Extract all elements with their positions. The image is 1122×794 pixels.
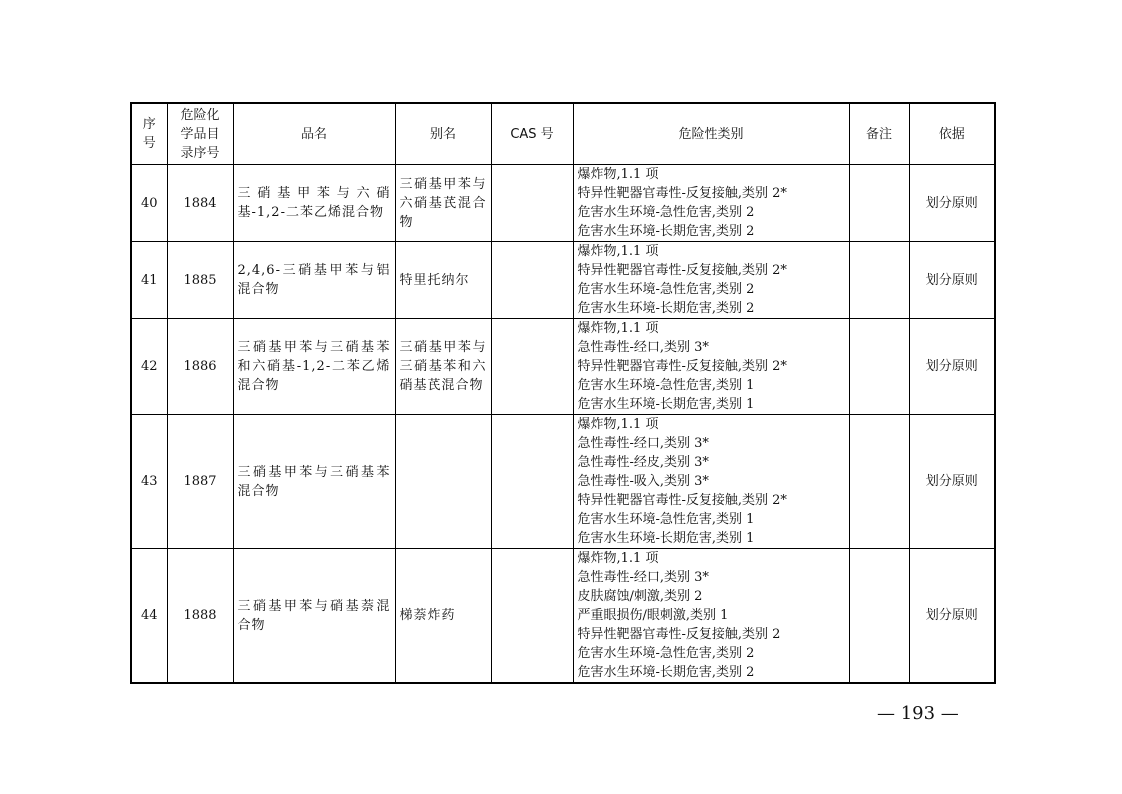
cell-remark bbox=[849, 415, 909, 549]
hazard-item: 爆炸物,1.1 项 bbox=[577, 244, 659, 259]
cell-remark bbox=[849, 319, 909, 415]
cell-hazards bbox=[573, 165, 849, 242]
table-row bbox=[131, 415, 995, 549]
cell-hazards bbox=[573, 415, 849, 549]
hazard-item: 危害水生环境-长期危害,类别 2 bbox=[577, 665, 755, 680]
cell-hazards bbox=[573, 319, 849, 415]
hazard-item: 爆炸物,1.1 项 bbox=[577, 167, 659, 182]
table-body bbox=[131, 165, 995, 684]
cell-hazards bbox=[573, 549, 849, 684]
cell-basis: 划分原则 bbox=[909, 319, 995, 415]
cell-catalog: 1887 bbox=[167, 415, 233, 549]
cell-alias: 三硝基甲苯与三硝基苯和六硝基芪混合物 bbox=[395, 319, 491, 415]
cell-seq: 42 bbox=[131, 319, 167, 415]
cell-alias: 三硝基甲苯与六硝基芪混合物 bbox=[395, 165, 491, 242]
hazard-item: 危害水生环境-急性危害,类别 2 bbox=[577, 205, 755, 220]
header-remark: 备注 bbox=[849, 103, 909, 165]
cell-catalog: 1885 bbox=[167, 242, 233, 319]
header-catalog: 危险化学品目录序号 bbox=[167, 103, 233, 165]
cell-hazards bbox=[573, 242, 849, 319]
cell-alias bbox=[395, 415, 491, 549]
hazard-item: 严重眼损伤/眼刺激,类别 1 bbox=[577, 608, 729, 623]
hazard-item: 危害水生环境-急性危害,类别 1 bbox=[577, 378, 755, 393]
hazard-item: 皮肤腐蚀/刺激,类别 2 bbox=[577, 589, 703, 604]
hazard-item: 危害水生环境-长期危害,类别 2 bbox=[577, 301, 755, 316]
cell-catalog: 1884 bbox=[167, 165, 233, 242]
cell-name: 三硝基甲苯与六硝基-1,2-二苯乙烯混合物 bbox=[233, 165, 395, 242]
cell-name: 2,4,6-三硝基甲苯与铝混合物 bbox=[233, 242, 395, 319]
hazard-item: 急性毒性-经口,类别 3* bbox=[577, 436, 709, 451]
hazard-item: 急性毒性-经皮,类别 3* bbox=[577, 455, 709, 470]
cell-name: 三硝基甲苯与硝基萘混合物 bbox=[233, 549, 395, 684]
cell-basis: 划分原则 bbox=[909, 549, 995, 684]
cell-seq: 40 bbox=[131, 165, 167, 242]
header-alias: 别名 bbox=[395, 103, 491, 165]
header-hazard: 危险性类别 bbox=[573, 103, 849, 165]
header-name: 品名 bbox=[233, 103, 395, 165]
cell-alias: 特里托纳尔 bbox=[395, 242, 491, 319]
hazard-item: 特异性靶器官毒性-反复接触,类别 2* bbox=[577, 186, 787, 201]
cell-name: 三硝基甲苯与三硝基苯混合物 bbox=[233, 415, 395, 549]
hazard-item: 危害水生环境-长期危害,类别 2 bbox=[577, 224, 755, 239]
cell-seq: 44 bbox=[131, 549, 167, 684]
hazardous-chemicals-table bbox=[130, 102, 996, 684]
hazard-item: 特异性靶器官毒性-反复接触,类别 2* bbox=[577, 263, 787, 278]
header-basis: 依据 bbox=[909, 103, 995, 165]
cell-remark bbox=[849, 165, 909, 242]
hazard-item: 爆炸物,1.1 项 bbox=[577, 417, 659, 432]
cell-catalog: 1886 bbox=[167, 319, 233, 415]
table-row bbox=[131, 319, 995, 415]
hazard-item: 急性毒性-经口,类别 3* bbox=[577, 570, 709, 585]
header-seq: 序号 bbox=[131, 103, 167, 165]
cell-basis: 划分原则 bbox=[909, 242, 995, 319]
table-header-row bbox=[131, 103, 995, 165]
cell-basis: 划分原则 bbox=[909, 165, 995, 242]
cell-alias: 梯萘炸药 bbox=[395, 549, 491, 684]
hazard-item: 危害水生环境-急性危害,类别 1 bbox=[577, 512, 755, 527]
cell-cas bbox=[491, 319, 573, 415]
hazard-item: 危害水生环境-长期危害,类别 1 bbox=[577, 397, 755, 412]
hazard-item: 危害水生环境-急性危害,类别 2 bbox=[577, 646, 755, 661]
cell-name: 三硝基甲苯与三硝基苯和六硝基-1,2-二苯乙烯混合物 bbox=[233, 319, 395, 415]
cell-cas bbox=[491, 242, 573, 319]
header-cas: CAS 号 bbox=[491, 103, 573, 165]
hazard-item: 危害水生环境-急性危害,类别 2 bbox=[577, 282, 755, 297]
cell-basis: 划分原则 bbox=[909, 415, 995, 549]
hazard-item: 爆炸物,1.1 项 bbox=[577, 321, 659, 336]
cell-remark bbox=[849, 549, 909, 684]
hazard-item: 特异性靶器官毒性-反复接触,类别 2* bbox=[577, 359, 787, 374]
hazard-item: 特异性靶器官毒性-反复接触,类别 2 bbox=[577, 627, 781, 642]
hazard-item: 特异性靶器官毒性-反复接触,类别 2* bbox=[577, 493, 787, 508]
cell-cas bbox=[491, 415, 573, 549]
table-row bbox=[131, 165, 995, 242]
table-row bbox=[131, 242, 995, 319]
table-row bbox=[131, 549, 995, 684]
cell-seq: 41 bbox=[131, 242, 167, 319]
cell-remark bbox=[849, 242, 909, 319]
hazard-item: 急性毒性-经口,类别 3* bbox=[577, 340, 709, 355]
cell-cas bbox=[491, 165, 573, 242]
cell-seq: 43 bbox=[131, 415, 167, 549]
hazard-item: 危害水生环境-长期危害,类别 1 bbox=[577, 531, 755, 546]
page-number: — 193 — bbox=[877, 703, 959, 724]
hazard-item: 爆炸物,1.1 项 bbox=[577, 551, 659, 566]
hazard-item: 急性毒性-吸入,类别 3* bbox=[577, 474, 709, 489]
cell-catalog: 1888 bbox=[167, 549, 233, 684]
cell-cas bbox=[491, 549, 573, 684]
